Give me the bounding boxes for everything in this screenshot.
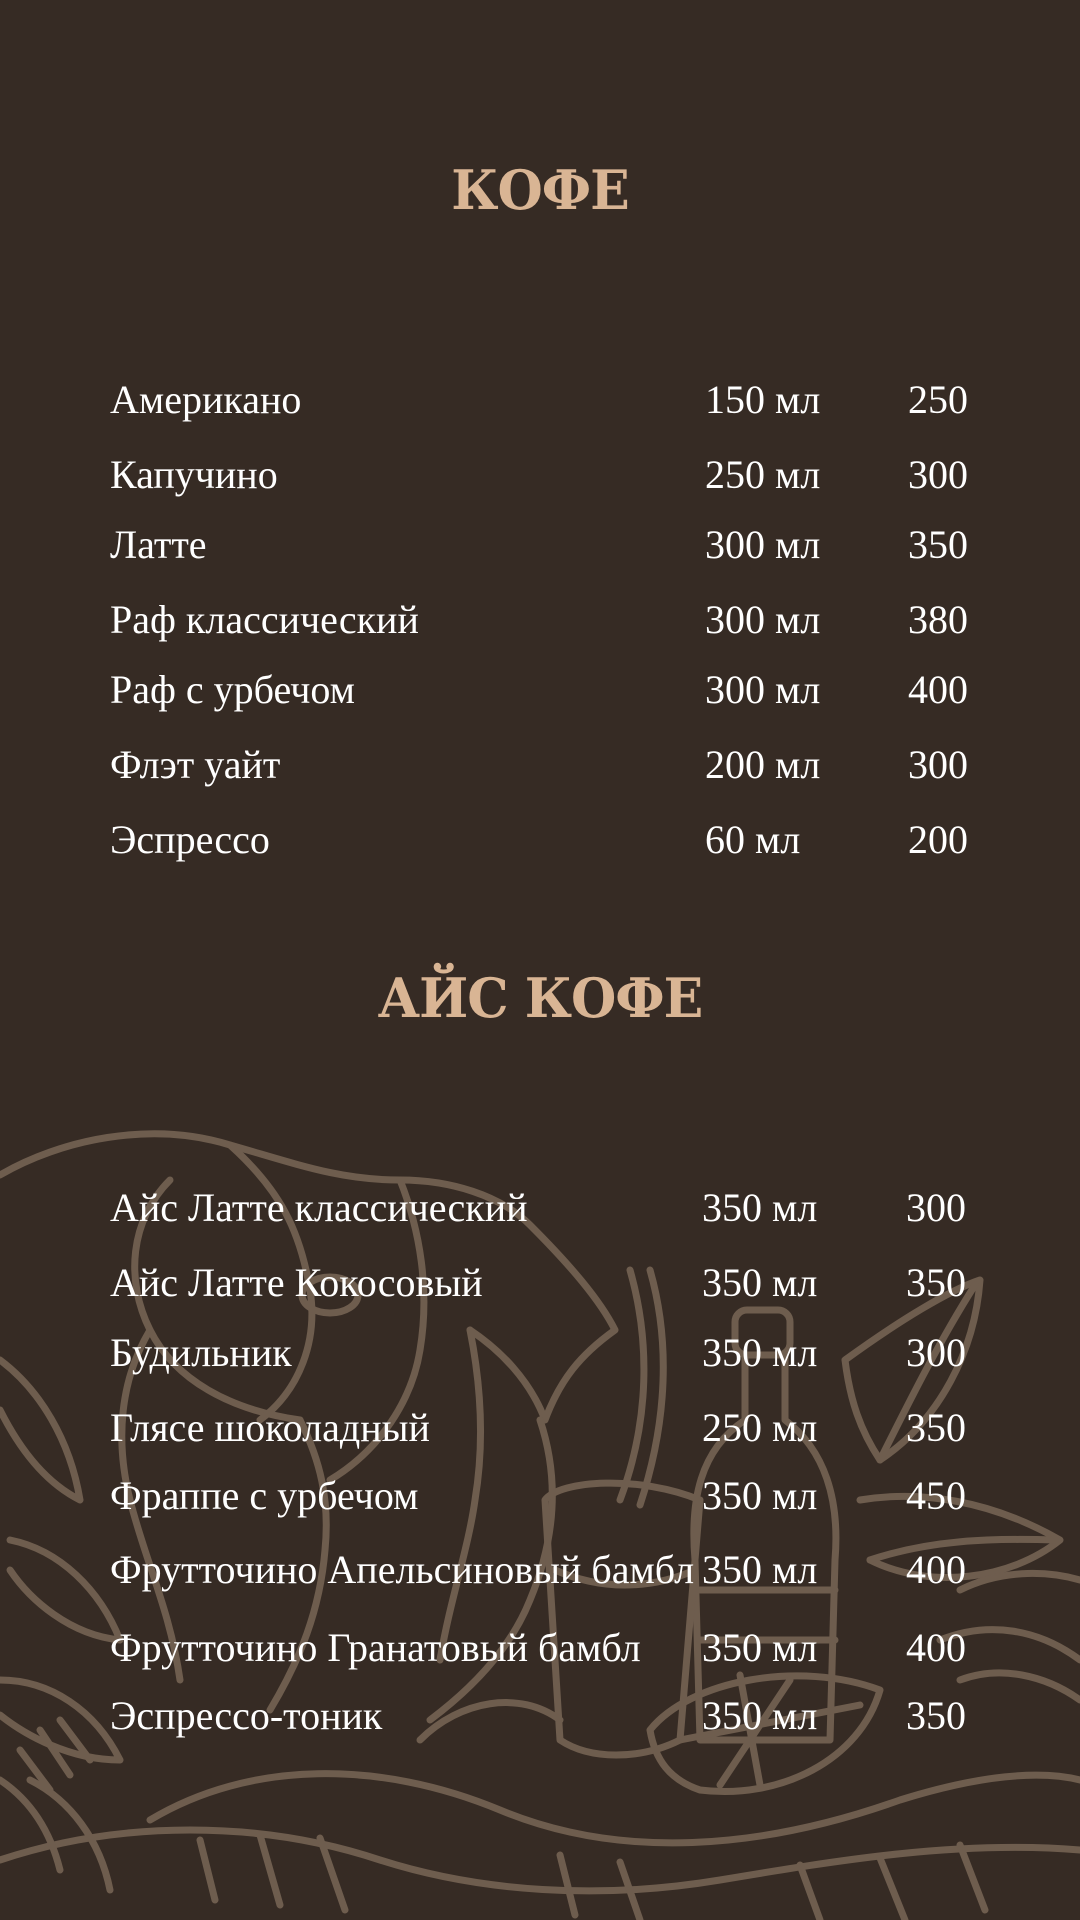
item-name: Американо [110,377,302,422]
item-volume: 250 мл [705,452,821,497]
item-price: 300 [908,742,968,787]
menu-item-row [0,812,1080,868]
item-price: 380 [908,597,968,642]
item-volume: 350 мл [702,1473,818,1518]
menu-item-row [0,517,1080,573]
item-price: 450 [906,1473,966,1518]
item-name: Эспрессо [110,817,270,862]
item-price: 200 [908,817,968,862]
item-price: 350 [906,1693,966,1738]
item-price: 300 [908,452,968,497]
item-name: Глясе шоколадный [110,1405,430,1450]
item-name: Фраппе с урбечом [110,1473,419,1518]
item-price: 400 [906,1547,966,1592]
item-price: 300 [906,1185,966,1230]
menu-item-row [0,447,1080,503]
item-name: Фрутточино Гранатовый бамбл [110,1625,641,1670]
menu-item-row [0,1325,1080,1381]
item-price: 250 [908,377,968,422]
item-name: Латте [110,522,207,567]
item-name: Айс Латте классический [110,1185,528,1230]
menu-item-row [0,1255,1080,1311]
item-price: 350 [906,1405,966,1450]
item-price: 350 [908,522,968,567]
menu-item-row [0,1468,1080,1524]
item-volume: 350 мл [702,1547,818,1592]
item-volume: 200 мл [705,742,821,787]
item-price: 400 [908,667,968,712]
item-volume: 350 мл [702,1693,818,1738]
item-volume: 350 мл [702,1625,818,1670]
item-volume: 300 мл [705,522,821,567]
item-name: Раф с урбечом [110,667,355,712]
item-price: 350 [906,1260,966,1305]
item-name: Айс Латте Кокосовый [110,1260,483,1305]
item-volume: 300 мл [705,667,821,712]
item-volume: 300 мл [705,597,821,642]
menu-item-row [0,1620,1080,1676]
item-name: Эспрессо-тоник [110,1693,383,1738]
item-name: Будильник [110,1330,292,1375]
menu-item-row [0,1542,1080,1598]
item-volume: 60 мл [705,817,801,862]
menu-item-row [0,1688,1080,1744]
item-name: Раф классический [110,597,419,642]
menu-item-row [0,1180,1080,1236]
item-price: 400 [906,1625,966,1670]
item-volume: 250 мл [702,1405,818,1450]
menu-item-row [0,737,1080,793]
item-volume: 350 мл [702,1185,818,1230]
menu-item-row [0,592,1080,648]
section-title-coffee: КОФЕ [451,158,629,223]
item-name: Фрутточино Апельсиновый бамбл [110,1547,695,1592]
menu-item-row [0,372,1080,428]
menu-item-row [0,1400,1080,1456]
item-volume: 150 мл [705,377,821,422]
item-volume: 350 мл [702,1330,818,1375]
item-volume: 350 мл [702,1260,818,1305]
item-name: Капучино [110,452,278,497]
item-price: 300 [906,1330,966,1375]
item-name: Флэт уайт [110,742,281,787]
menu-item-row [0,662,1080,718]
section-title-ice-coffee: АЙС КОФЕ [377,966,703,1031]
